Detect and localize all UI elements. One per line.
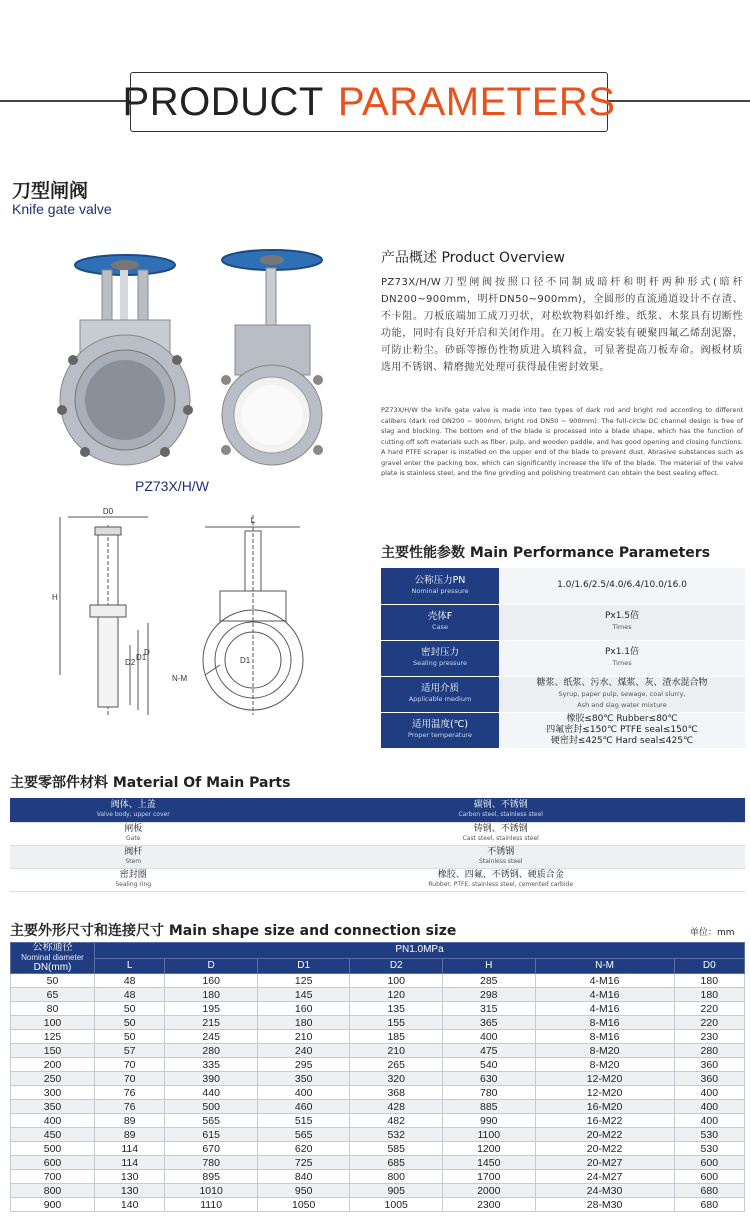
column-header: D1 (257, 958, 350, 974)
table-cell: 428 (350, 1100, 443, 1114)
table-row (11, 1198, 745, 1212)
material-part: 阀杆 Stem (10, 845, 256, 868)
column-header: H (442, 958, 535, 974)
perf-value: Px1.5倍 Times (499, 604, 745, 640)
header-word-product: PRODUCT (122, 79, 324, 124)
valve-photos (40, 240, 360, 470)
table-cell: 48 (95, 974, 165, 988)
table-cell: 615 (165, 1128, 258, 1142)
table-cell: 1450 (442, 1156, 535, 1170)
materials-table (10, 798, 745, 892)
table-cell: 335 (165, 1058, 258, 1072)
table-cell: 130 (95, 1170, 165, 1184)
table-cell: 8-M16 (535, 1016, 674, 1030)
overview-text-cn: PZ73X/H/W刀型闸阀按照口径不同制成暗杆和明杆两种形式(暗杆DN200~900mm，明杆DN50~900mm)，全圆形的直流通道设计不存渣、不卡阻。刀板底端加工成刀刃状，对松软物料如纤维、纸浆、木浆具有切断性功能，同时有良好开启和关闭作用。在刀板上端安装有硬聚四氟乙烯刮泥器，可防止粉尘。砂砾等擦伤性物质进入填料盒，可显著提高刀板寿命。阀板材质选用不锈钢、精磨抛光处理可获得最佳密封效果。 (381, 277, 743, 373)
table-cell: 155 (350, 1016, 443, 1030)
table-cell: 220 (674, 1002, 744, 1016)
table-cell: 400 (674, 1086, 744, 1100)
perf-key: 适用温度(℃) Proper temperature (381, 712, 499, 748)
label-h: H (52, 593, 58, 602)
table-cell: 76 (95, 1086, 165, 1100)
overview-text-en: PZ73X/H/W the knife gate valve is made into two types of dark rod and bright rod according to different calibers (dark rod DN200 ~ 900mm, bright rod DN50 ~ 900mm). The full-circle DC channel design is free of slag and blocking. The bottom end of the blade is processed into a blade shape, which has the function of cutting off soft materials such as fiber, pulp, and wooden paddle, and has good opening and closing functions. A hard PTFE scraper is installed on the upper end of the blade to prevent dust. Abrasive substances such as gravel enter the packing box, which can significantly increase the life of the blade. The material of the valve plate is stainless steel, and the fine grinding and polishing treatment can obtain the best sealing effect. (381, 406, 743, 477)
table-cell: 368 (350, 1086, 443, 1100)
table-cell: 295 (257, 1058, 350, 1072)
table-cell: 57 (95, 1044, 165, 1058)
table-row (11, 1030, 745, 1044)
table-cell: 315 (442, 1002, 535, 1016)
table-row (381, 568, 745, 604)
table-cell: 390 (165, 1072, 258, 1086)
dimensions-table (10, 942, 745, 1212)
table-cell: 530 (674, 1142, 744, 1156)
table-row (11, 1184, 745, 1198)
product-title-en: Knife gate valve (12, 201, 112, 217)
table-cell: 1700 (442, 1170, 535, 1184)
table-cell: 185 (350, 1030, 443, 1044)
table-row (11, 1128, 745, 1142)
table-cell: 145 (257, 988, 350, 1002)
table-cell: 120 (350, 988, 443, 1002)
table-cell: 114 (95, 1142, 165, 1156)
table-cell: 200 (11, 1058, 95, 1072)
table-cell: 440 (165, 1086, 258, 1100)
table-cell: 100 (11, 1016, 95, 1030)
table-cell: 895 (165, 1170, 258, 1184)
table-cell: 2300 (442, 1198, 535, 1212)
product-title-cn: 刀型闸阀 (12, 180, 89, 202)
table-cell: 685 (350, 1156, 443, 1170)
table-cell: 540 (442, 1058, 535, 1072)
table-row (381, 676, 745, 712)
materials-title: 主要零部件材料 Material Of Main Parts (10, 775, 291, 791)
table-cell: 20-M27 (535, 1156, 674, 1170)
table-cell: 600 (674, 1170, 744, 1184)
model-label: PZ73X/H/W (135, 478, 209, 494)
column-header: D2 (350, 958, 443, 974)
perf-key: 公称压力PN Nominal pressure (381, 568, 499, 604)
label-d1-side: D1 (136, 653, 147, 662)
table-cell: 230 (674, 1030, 744, 1044)
table-cell: 780 (165, 1156, 258, 1170)
table-cell: 565 (257, 1128, 350, 1142)
table-cell: 125 (257, 974, 350, 988)
perf-key: 适用介质 Applicable medium (381, 676, 499, 712)
table-cell: 1010 (165, 1184, 258, 1198)
dimensions-body (11, 974, 745, 1212)
table-cell: 24-M30 (535, 1184, 674, 1198)
table-row (381, 640, 745, 676)
table-cell: 1200 (442, 1142, 535, 1156)
table-cell: 482 (350, 1114, 443, 1128)
dimensions-title: 主要外形尺寸和连接尺寸 Main shape size and connection size (10, 923, 457, 939)
table-cell: 48 (95, 988, 165, 1002)
table-row (11, 1114, 745, 1128)
table-cell: 12-M20 (535, 1086, 674, 1100)
table-cell: 125 (11, 1030, 95, 1044)
table-row (11, 1170, 745, 1184)
valve-photo-left (57, 255, 193, 465)
table-cell: 600 (11, 1156, 95, 1170)
table-cell: 400 (257, 1086, 350, 1100)
table-cell: 1050 (257, 1198, 350, 1212)
table-cell: 220 (674, 1016, 744, 1030)
table-cell: 245 (165, 1030, 258, 1044)
table-cell: 160 (257, 1002, 350, 1016)
table-cell: 360 (674, 1058, 744, 1072)
overview-title: 产品概述 Product Overview (381, 250, 565, 266)
material-value: 不锈钢 Stainless steel (256, 845, 745, 868)
table-cell: 630 (442, 1072, 535, 1086)
table-cell: 50 (95, 1030, 165, 1044)
table-cell: 800 (11, 1184, 95, 1198)
column-header: D0 (674, 958, 744, 974)
table-cell: 780 (442, 1086, 535, 1100)
table-cell: 135 (350, 1002, 443, 1016)
table-row (381, 712, 745, 748)
table-cell: 840 (257, 1170, 350, 1184)
table-cell: 20-M22 (535, 1142, 674, 1156)
table-cell: 160 (165, 974, 258, 988)
table-cell: 28-M30 (535, 1198, 674, 1212)
table-cell: 360 (674, 1072, 744, 1086)
table-row (11, 1058, 745, 1072)
table-row (10, 798, 745, 822)
table-cell: 280 (165, 1044, 258, 1058)
table-cell: 620 (257, 1142, 350, 1156)
unit-label: 单位：mm (690, 928, 735, 938)
table-cell: 285 (442, 974, 535, 988)
table-cell: 180 (257, 1016, 350, 1030)
table-cell: 180 (674, 974, 744, 988)
table-cell: 365 (442, 1016, 535, 1030)
table-cell: 1110 (165, 1198, 258, 1212)
table-cell: 680 (674, 1198, 744, 1212)
table-cell: 250 (11, 1072, 95, 1086)
table-cell: 16-M22 (535, 1114, 674, 1128)
table-cell: 140 (95, 1198, 165, 1212)
table-cell: 70 (95, 1072, 165, 1086)
table-cell: 180 (674, 988, 744, 1002)
label-d0: D0 (102, 507, 114, 516)
table-row (11, 988, 745, 1002)
pressure-header: PN1.0MPa (95, 943, 745, 959)
table-cell: 515 (257, 1114, 350, 1128)
label-nm: N-M (172, 674, 188, 683)
table-cell: 885 (442, 1100, 535, 1114)
table-cell: 700 (11, 1170, 95, 1184)
table-cell: 265 (350, 1058, 443, 1072)
material-value: 橡胶、四氟、不锈钢、硬质合金 Rubber, PTFE, stainless steel, cemented carbide (256, 868, 745, 891)
label-d2: D2 (125, 658, 136, 667)
table-cell: 990 (442, 1114, 535, 1128)
table-cell: 50 (11, 974, 95, 988)
table-cell: 4-M16 (535, 1002, 674, 1016)
table-cell: 532 (350, 1128, 443, 1142)
table-cell: 280 (674, 1044, 744, 1058)
table-row (11, 1100, 745, 1114)
table-cell: 680 (674, 1184, 744, 1198)
table-cell: 50 (95, 1002, 165, 1016)
material-part: 闸板 Gate (10, 822, 256, 845)
table-cell: 950 (257, 1184, 350, 1198)
table-cell: 114 (95, 1156, 165, 1170)
table-cell: 65 (11, 988, 95, 1002)
table-cell: 565 (165, 1114, 258, 1128)
table-cell: 530 (674, 1128, 744, 1142)
valve-photo-right (221, 250, 323, 465)
table-cell: 24-M27 (535, 1170, 674, 1184)
column-header: D (165, 958, 258, 974)
table-cell: 400 (442, 1030, 535, 1044)
table-cell: 300 (11, 1086, 95, 1100)
table-cell: 475 (442, 1044, 535, 1058)
table-cell: 195 (165, 1002, 258, 1016)
table-cell: 100 (350, 974, 443, 988)
label-d: D (144, 648, 150, 657)
table-cell: 180 (165, 988, 258, 1002)
column-header: L (95, 958, 165, 974)
perf-value: 糖浆、纸浆、污水、煤浆、灰、渣水混合物 Syrup, paper pulp, sewage, coal slurry, Ash and slag water mixture (499, 676, 745, 712)
table-cell: 450 (11, 1128, 95, 1142)
table-cell: 500 (165, 1100, 258, 1114)
table-cell: 76 (95, 1100, 165, 1114)
section-header (122, 72, 616, 132)
table-cell: 8-M20 (535, 1058, 674, 1072)
table-header-row (11, 943, 745, 959)
table-cell: 585 (350, 1142, 443, 1156)
table-cell: 1100 (442, 1128, 535, 1142)
table-cell: 600 (674, 1156, 744, 1170)
table-cell: 500 (11, 1142, 95, 1156)
table-cell: 8-M16 (535, 1030, 674, 1044)
perf-key: 密封压力 Sealing pressure (381, 640, 499, 676)
table-cell: 320 (350, 1072, 443, 1086)
material-value: 碳钢、不锈钢 Carbon steel, stainless steel (256, 798, 745, 822)
table-cell: 210 (350, 1044, 443, 1058)
table-cell: 150 (11, 1044, 95, 1058)
table-cell: 400 (674, 1100, 744, 1114)
table-cell: 80 (11, 1002, 95, 1016)
table-row (11, 1016, 745, 1030)
table-row (11, 1086, 745, 1100)
material-part: 密封圈 Sealing ring (10, 868, 256, 891)
table-cell: 50 (95, 1016, 165, 1030)
header-word-parameters: PARAMETERS (337, 79, 616, 124)
table-cell: 89 (95, 1128, 165, 1142)
table-row (10, 845, 745, 868)
dn-header: 公称通径 Nominal diameter DN(mm) (11, 943, 95, 974)
table-row (11, 1002, 745, 1016)
table-row (11, 1156, 745, 1170)
table-cell: 905 (350, 1184, 443, 1198)
table-cell: 2000 (442, 1184, 535, 1198)
table-row (10, 868, 745, 891)
perf-value: Px1.1倍 Times (499, 640, 745, 676)
table-cell: 900 (11, 1198, 95, 1212)
table-row (11, 1044, 745, 1058)
table-row (11, 1072, 745, 1086)
table-cell: 240 (257, 1044, 350, 1058)
table-cell: 70 (95, 1058, 165, 1072)
performance-table (381, 568, 745, 749)
table-cell: 298 (442, 988, 535, 1002)
material-part: 阀体、上盖 Valve body, upper cover (10, 798, 256, 822)
table-cell: 460 (257, 1100, 350, 1114)
table-cell: 210 (257, 1030, 350, 1044)
table-row (11, 1142, 745, 1156)
perf-key: 壳体F Case (381, 604, 499, 640)
table-cell: 725 (257, 1156, 350, 1170)
column-header: N-M (535, 958, 674, 974)
table-header-row (11, 958, 745, 974)
material-value: 铸钢、不锈钢 Cast steel, stainless steel (256, 822, 745, 845)
table-cell: 4-M16 (535, 988, 674, 1002)
performance-title: 主要性能参数 Main Performance Parameters (381, 545, 711, 561)
table-cell: 8-M20 (535, 1044, 674, 1058)
table-row (11, 974, 745, 988)
table-row (10, 822, 745, 845)
table-cell: 1005 (350, 1198, 443, 1212)
label-l: L (250, 516, 256, 525)
perf-value: 橡胶≤80℃ Rubber≤80℃ 四氟密封≤150℃ PTFE seal≤150℃ 硬密封≤425℃ Hard seal≤425℃ (499, 712, 745, 748)
label-d1: D1 (240, 656, 251, 665)
table-cell: 89 (95, 1114, 165, 1128)
table-cell: 670 (165, 1142, 258, 1156)
table-cell: 400 (674, 1114, 744, 1128)
table-cell: 16-M20 (535, 1100, 674, 1114)
table-cell: 12-M20 (535, 1072, 674, 1086)
table-cell: 130 (95, 1184, 165, 1198)
table-cell: 350 (257, 1072, 350, 1086)
table-cell: 800 (350, 1170, 443, 1184)
table-row (381, 604, 745, 640)
table-cell: 4-M16 (535, 974, 674, 988)
technical-drawing (40, 505, 370, 725)
perf-value: 1.0/1.6/2.5/4.0/6.4/10.0/16.0 (499, 568, 745, 604)
table-cell: 215 (165, 1016, 258, 1030)
table-cell: 400 (11, 1114, 95, 1128)
table-cell: 20-M22 (535, 1128, 674, 1142)
table-cell: 350 (11, 1100, 95, 1114)
